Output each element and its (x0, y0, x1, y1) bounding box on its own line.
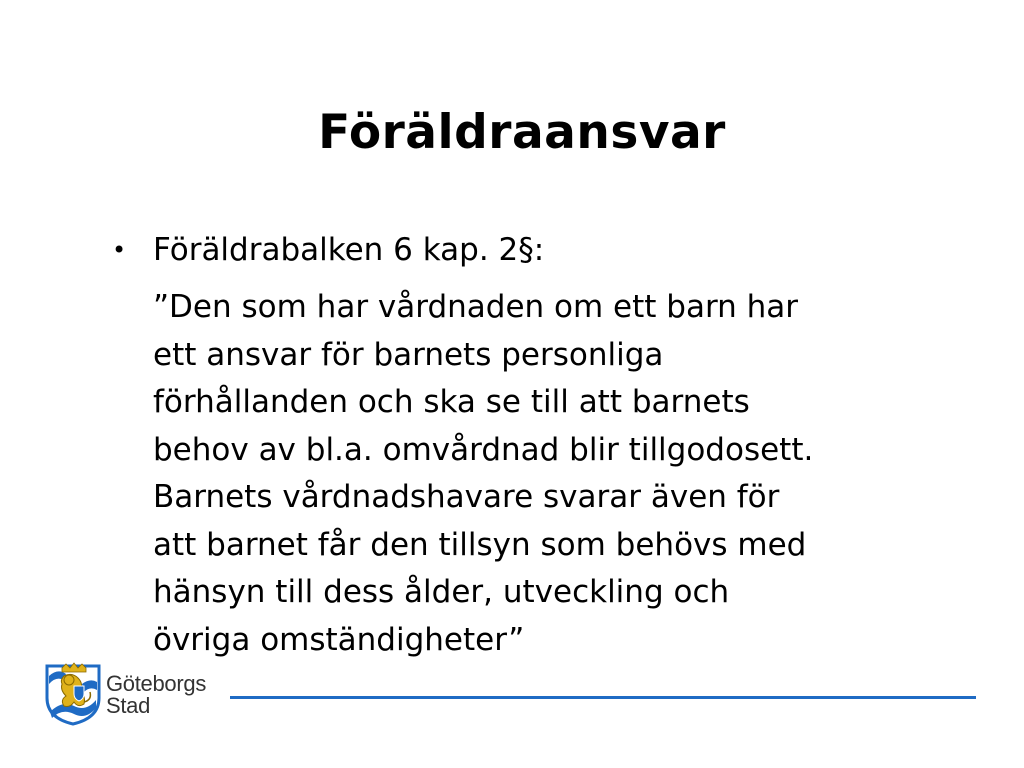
bullet-text: Föräldrabalken 6 kap. 2§: (153, 232, 545, 268)
quote-line: att barnet får den tillsyn som behövs med (153, 526, 807, 563)
quote-line: behov av bl.a. omvårdnad blir tillgodosett. (153, 431, 814, 468)
slide-title: Föräldraansvar (318, 105, 726, 160)
footer-divider (230, 696, 976, 699)
city-shield-icon (44, 662, 102, 726)
logo-line-1: Göteborgs (106, 671, 207, 696)
quote-line: ett ansvar för barnets personliga (153, 336, 664, 373)
goteborgs-stad-logo (44, 662, 224, 728)
bullet-marker: • (112, 236, 127, 264)
logo-line-2: Stad (106, 693, 151, 718)
bullet-list (110, 226, 990, 664)
quote-line: ”Den som har vårdnaden om ett barn har (153, 289, 799, 325)
bullet-item (110, 226, 990, 274)
quote-line: förhållanden och ska se till att barnets (153, 384, 750, 420)
quote-line: Barnets vårdnadshavare svarar även för (153, 479, 780, 515)
quote-line: hänsyn till dess ålder, utveckling och (153, 574, 730, 610)
quote-line: övriga omständigheter” (153, 621, 525, 658)
quote-block (110, 284, 990, 664)
logo-wordmark (106, 673, 206, 717)
